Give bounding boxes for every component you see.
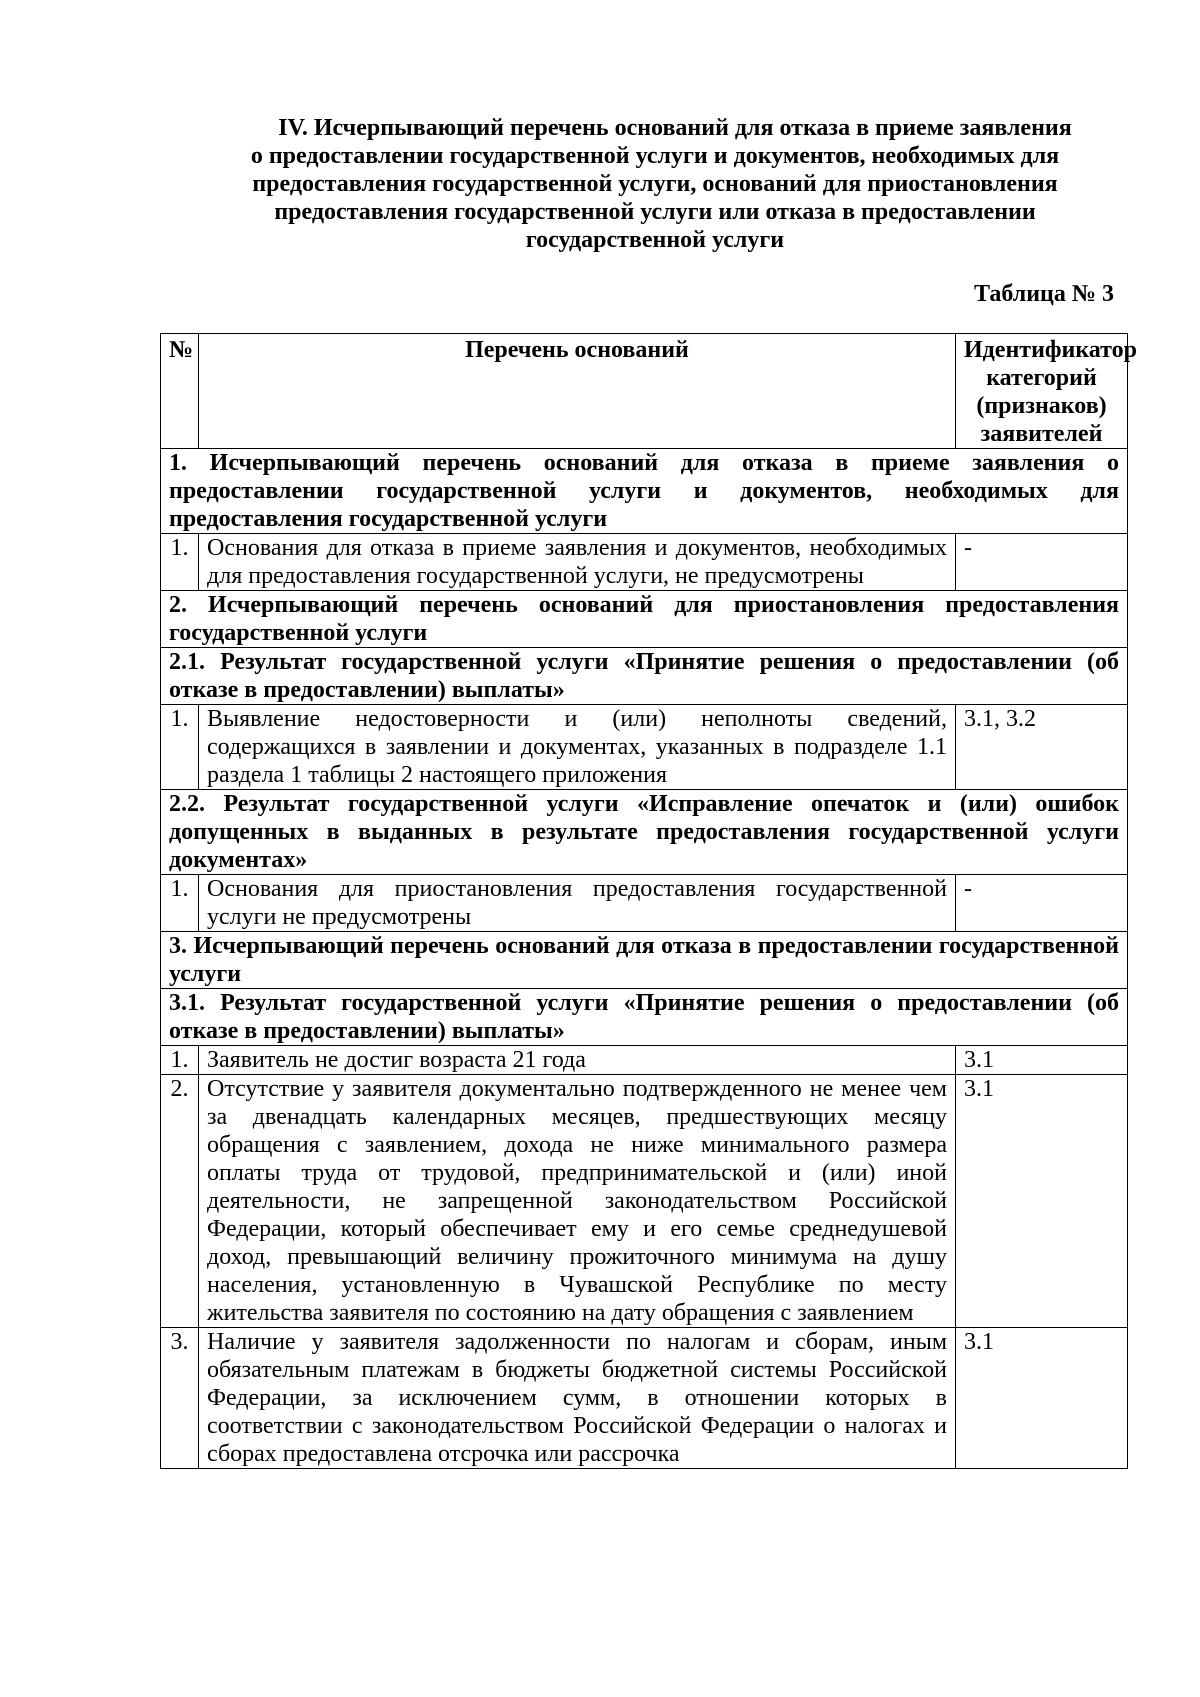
heading-line-1: IV. Исчерпывающий перечень оснований для отказа в приеме заявления — [278, 115, 1072, 141]
table-row — [161, 534, 1128, 591]
grounds-table — [160, 333, 1138, 1469]
table-row — [161, 1046, 1128, 1075]
row-category-id: 3.1, 3.2 — [956, 705, 1128, 790]
subsection-title: 2.2. Результат государственной услуги «Исправление опечаток и (или) ошибок допущенных в выданных в результате предоставления государственной услуги документах» — [161, 790, 1128, 875]
row-number: 1. — [161, 705, 199, 790]
heading-line-5: государственной услуги — [525, 227, 785, 253]
table-row — [161, 1328, 1128, 1469]
section-row — [161, 449, 1128, 534]
section-row — [161, 591, 1128, 648]
table-row — [161, 705, 1128, 790]
row-number: 1. — [161, 534, 199, 591]
heading-line-3: предоставления государственной услуги, оснований для приостановления — [252, 171, 1058, 197]
row-ground-text: Выявление недостоверности и (или) неполноты сведений, содержащихся в заявлении и документах, указанных в подразделе 1.1 раздела 1 таблицы 2 настоящего приложения — [199, 705, 956, 790]
section-title: 2. Исчерпывающий перечень оснований для приостановления предоставления государственной услуги — [161, 591, 1128, 648]
table-header-row — [161, 334, 1128, 449]
header-applicant-category-id: Идентификатор категорий (признаков) заявителей — [956, 334, 1128, 449]
subsection-row — [161, 648, 1128, 705]
row-number: 1. — [161, 1046, 199, 1075]
row-ground-text: Наличие у заявителя задолженности по налогам и сборам, иным обязательным платежам в бюджеты бюджетной системы Российской Федерации, за исключением сумм, в отношении которых в соответствии с законодательством Российской Федерации о налогах и сборах предоставлена отсрочка или рассрочка — [199, 1328, 956, 1469]
table-row — [161, 1075, 1128, 1328]
heading-line-2: о предоставлении государственной услуги и документов, необходимых для — [250, 143, 1060, 169]
section-title: 3. Исчерпывающий перечень оснований для отказа в предоставлении государственной услуги — [161, 932, 1128, 989]
row-category-id: - — [956, 534, 1128, 591]
row-category-id: 3.1 — [956, 1328, 1128, 1469]
subsection-title: 2.1. Результат государственной услуги «Принятие решения о предоставлении (об отказе в предоставлении) выплаты» — [161, 648, 1128, 705]
row-number: 2. — [161, 1075, 199, 1328]
row-ground-text: Заявитель не достиг возраста 21 года — [199, 1046, 956, 1075]
row-number: 1. — [161, 875, 199, 932]
subsection-row — [161, 790, 1128, 875]
subsection-title: 3.1. Результат государственной услуги «Принятие решения о предоставлении (об отказе в предоставлении) выплаты» — [161, 989, 1128, 1046]
document-heading — [195, 114, 1115, 254]
header-number: № — [161, 334, 199, 449]
section-row — [161, 932, 1128, 989]
table-caption: Таблица № 3 — [973, 281, 1114, 307]
table-row — [161, 875, 1128, 932]
row-category-id: 3.1 — [956, 1046, 1128, 1075]
row-number: 3. — [161, 1328, 199, 1469]
row-ground-text: Основания для отказа в приеме заявления и документов, необходимых для предоставления государственной услуги, не предусмотрены — [199, 534, 956, 591]
section-title: 1. Исчерпывающий перечень оснований для отказа в приеме заявления о предоставлении государственной услуги и документов, необходимых для предоставления государственной услуги — [161, 449, 1128, 534]
header-grounds-list: Перечень оснований — [199, 334, 956, 449]
row-ground-text: Отсутствие у заявителя документально подтвержденного не менее чем за двенадцать календарных месяцев, предшествующих месяцу обращения с заявлением, дохода не ниже минимального размера оплаты труда от трудовой, предпринимательской и (или) иной деятельности, не запрещенной законодательством Российской Федерации, который обеспечивает ему и его семье среднедушевой доход, превышающий величину прожиточного минимума на душу населения, установленную в Чувашской Республике по месту жительства заявителя по состоянию на дату обращения с заявлением — [199, 1075, 956, 1328]
row-category-id: 3.1 — [956, 1075, 1128, 1328]
row-category-id: - — [956, 875, 1128, 932]
row-ground-text: Основания для приостановления предоставления государственной услуги не предусмотрены — [199, 875, 956, 932]
heading-line-4: предоставления государственной услуги или отказа в предоставлении — [274, 199, 1036, 225]
subsection-row — [161, 989, 1128, 1046]
